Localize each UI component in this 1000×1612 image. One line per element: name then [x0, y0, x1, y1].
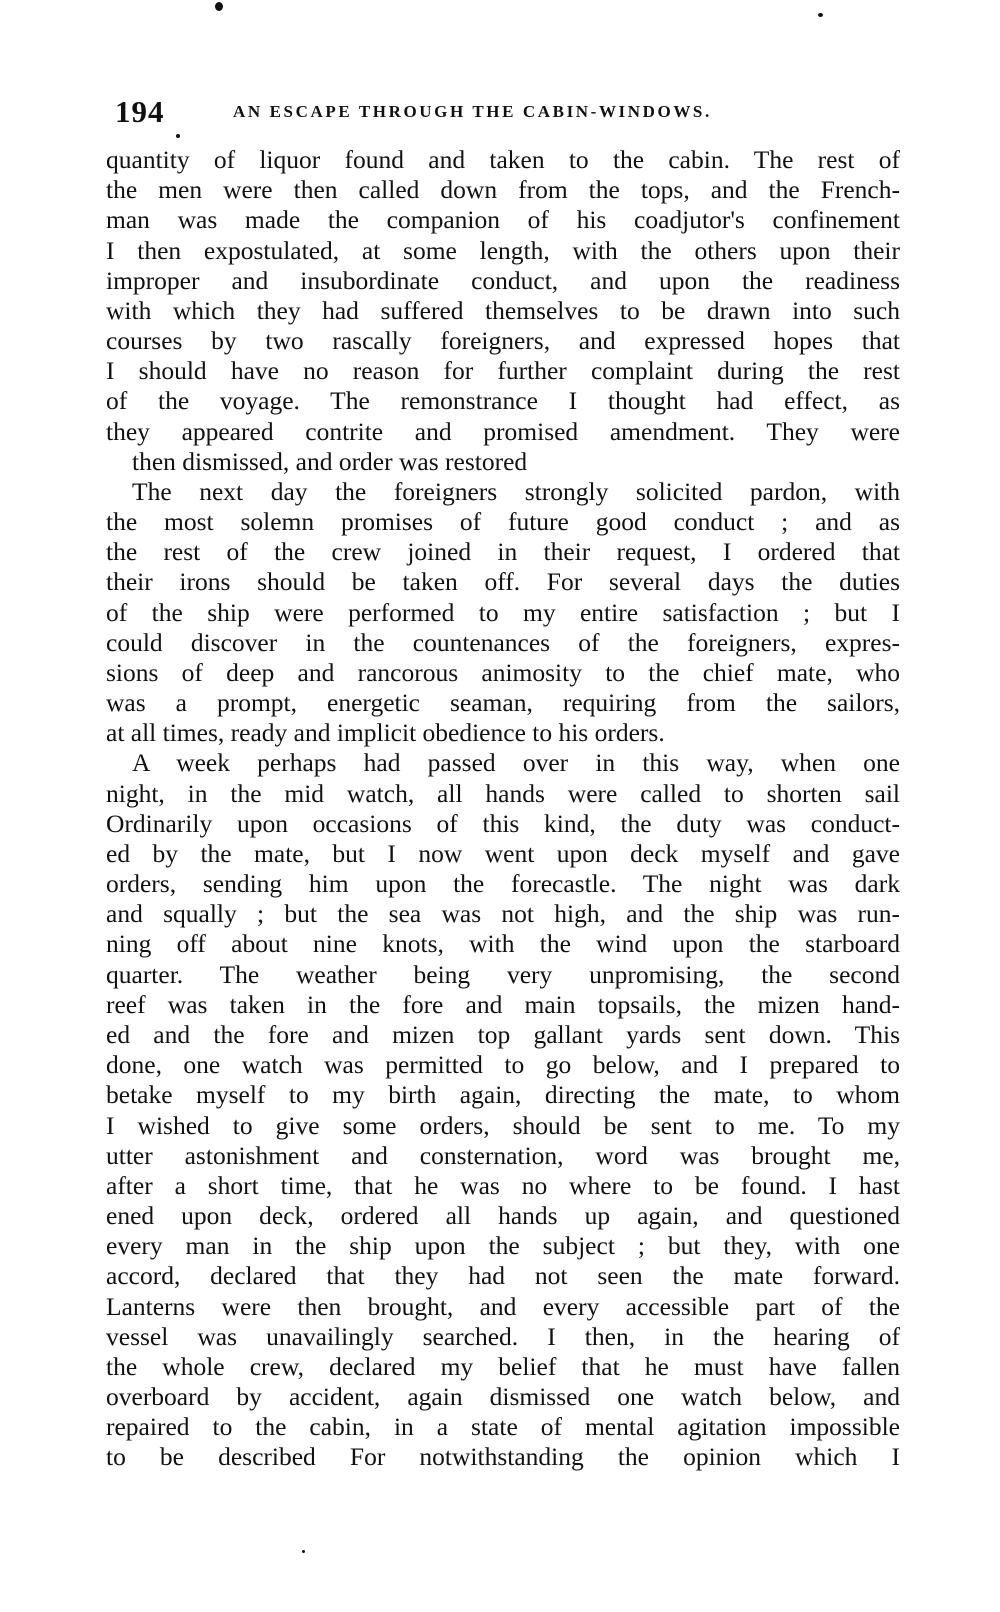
text-line: the most solemn promises of future good conduct ; and as — [106, 507, 900, 537]
paragraph-start-line: A week perhaps had passed over in this way, when one — [132, 748, 900, 778]
text-line: the whole crew, declared my belief that he must have fallen — [106, 1351, 900, 1381]
text-line: vessel was unavailingly searched. I then, in the hearing of — [106, 1321, 900, 1351]
text-line: every man in the ship upon the subject ; but they, with one — [106, 1231, 900, 1261]
text-line: accord, declared that they had not seen the mate forward. — [106, 1261, 900, 1291]
text-line: improper and insubordinate conduct, and upon the readiness — [106, 265, 900, 295]
text-line: the men were then called down from the tops, and the French- — [106, 175, 900, 205]
ink-speck — [215, 2, 223, 11]
text-line: utter astonishment and consternation, word was brought me, — [106, 1140, 900, 1170]
text-line: reef was taken in the fore and main topsails, the mizen hand- — [106, 989, 900, 1019]
page-number: 194 — [115, 94, 165, 129]
text-line: orders, sending him upon the forecastle. The night was dark — [106, 869, 900, 899]
ink-speck — [818, 13, 823, 17]
ink-speck — [176, 134, 180, 138]
text-line: was a prompt, energetic seaman, requiring from the sailors, — [106, 688, 900, 718]
text-line: of the voyage. The remonstrance I thought had effect, as — [106, 386, 900, 416]
page-header — [115, 94, 905, 128]
running-head: AN ESCAPE THROUGH THE CABIN-WINDOWS. — [233, 102, 712, 121]
text-line: I should have no reason for further complaint during the rest — [106, 356, 900, 386]
text-line: ened upon deck, ordered all hands up again, and questioned — [106, 1201, 900, 1231]
text-line: courses by two rascally foreigners, and expressed hopes that — [106, 326, 900, 356]
text-line: man was made the companion of his coadjutor's confinement — [106, 205, 900, 235]
text-line: could discover in the countenances of the foreigners, expres- — [106, 627, 900, 657]
text-line: overboard by accident, again dismissed one watch below, and — [106, 1382, 900, 1412]
text-line: then dismissed, and order was restored — [132, 446, 528, 476]
text-line: Lanterns were then brought, and every accessible part of the — [106, 1291, 900, 1321]
body-text — [106, 145, 900, 1473]
text-line: their irons should be taken off. For several days the duties — [106, 567, 900, 597]
text-line: to be described For notwithstanding the opinion which I — [106, 1442, 900, 1472]
text-line: quantity of liquor found and taken to the cabin. The rest of — [106, 145, 900, 174]
text-line: I then expostulated, at some length, with the others upon their — [106, 235, 900, 265]
text-line: and squally ; but the sea was not high, and the ship was run- — [106, 899, 900, 929]
ink-speck — [302, 1550, 305, 1553]
text-line: at all times, ready and implicit obedience to his orders. — [106, 718, 665, 748]
text-line: they appeared contrite and promised amendment. They were — [106, 416, 900, 446]
text-line: done, one watch was permitted to go below, and I prepared to — [106, 1050, 900, 1080]
text-line: I wished to give some orders, should be sent to me. To my — [106, 1110, 900, 1140]
text-line: ed and the fore and mizen top gallant yards sent down. This — [106, 1019, 900, 1049]
text-line: ning off about nine knots, with the wind upon the starboard — [106, 929, 900, 959]
text-line: with which they had suffered themselves to be drawn into such — [106, 295, 900, 325]
text-line: quarter. The weather being very unpromising, the second — [106, 959, 900, 989]
text-line: betake myself to my birth again, directing the mate, to whom — [106, 1080, 900, 1110]
text-line: after a short time, that he was no where to be found. I hast — [106, 1170, 900, 1200]
text-line: ed by the mate, but I now went upon deck myself and gave — [106, 838, 900, 868]
text-line: repaired to the cabin, in a state of mental agitation impossible — [106, 1412, 900, 1442]
paragraph-start-line: The next day the foreigners strongly solicited pardon, with — [132, 476, 900, 506]
text-line: sions of deep and rancorous animosity to the chief mate, who — [106, 657, 900, 687]
text-line: of the ship were performed to my entire satisfaction ; but I — [106, 597, 900, 627]
text-line: Ordinarily upon occasions of this kind, the duty was conduct- — [106, 808, 900, 838]
text-line: the rest of the crew joined in their request, I ordered that — [106, 537, 900, 567]
text-line: night, in the mid watch, all hands were called to shorten sail — [106, 778, 900, 808]
